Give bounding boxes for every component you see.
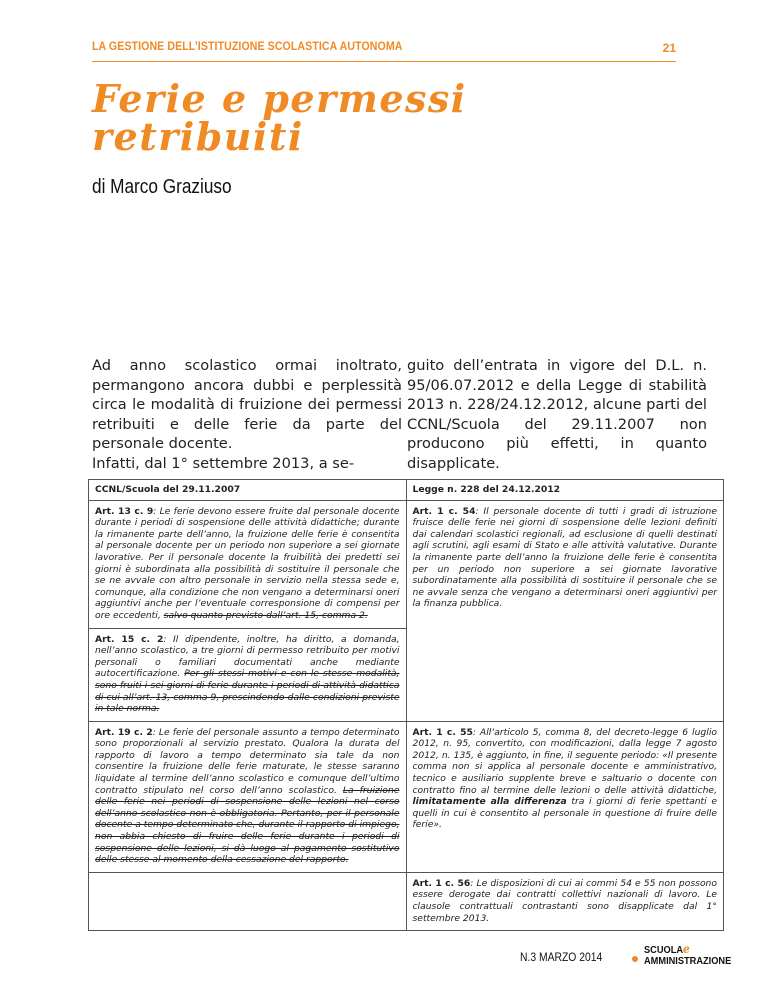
section-title: LA GESTIONE DELL’ISTITUZIONE SCOLASTICA AUTONOMA bbox=[92, 41, 403, 53]
intro-paragraph: guito dell’entrata in vigore del D.L. n. 95/06.07.2012 e della Legge di stabilità 2013 n. 228/24.12.2012, alcune parti del CCNL/Scuola del 29.11.2007 non producono più effetti, in quanto disapplicate. bbox=[407, 357, 707, 472]
column-header-ccnl: CCNL/Scuola del 29.11.2007 bbox=[89, 480, 407, 501]
logo-text-bottom: AMMINISTRAZIONE bbox=[644, 955, 732, 967]
table-header-row bbox=[89, 480, 724, 501]
table-cell-empty bbox=[89, 872, 407, 930]
article-text: : Le ferie devono essere fruite dal personale docente durante i periodi di sospensione delle attività didattiche; durante la rimanente parte dell’anno, la fruizione delle ferie è consentita al personale docente per un periodo non superiore a sei giornate lavorative. Per il personale docente la fruibilità dei predetti sei giorni è subordinata alla possibilità di sostituire il personale che se ne avvale con altro personale in servizio nella stessa sede e, comunque, alla condizione che non vengano a determinarsi oneri aggiuntivi anche per l’eventuale corresponsione di compensi per ore eccedenti, bbox=[95, 505, 400, 621]
article-text: : Il personale docente di tutti i gradi di istruzione fruisce delle ferie nei giorni di sospensione delle lezioni definiti dai calendari scolastici regionali, ad esclusione di quelli destinati agli scrutini, agli esami di Stato e alle attività valutative. Durante la rimanente parte dell’anno la fruizione delle ferie è consentita per un periodo non superiore a sei giornate lavorative subordinatamente alla possibilità di sostituire il personale che se ne avvale senza che vengano a determinarsi oneri aggiuntivi per la finanza pubblica. bbox=[412, 505, 717, 610]
repealed-text: La fruizione delle ferie nei periodi di sospensione delle lezioni nel corso dell’anno scolastico non è obbligatoria. Pertanto, per il personale docente a tempo determinato che, durante il rapporto di impiego, non abbia chiesto di fruire delle ferie durante i periodi di sospensione delle lezioni, si dà luogo al pagamento sostitutivo delle stesse al momento della cessazione del rapporto. bbox=[95, 784, 400, 866]
article-text: : All’articolo 5, comma 8, del decreto-legge 6 luglio 2012, n. 95, convertito, con modificazioni, dalla legge 7 agosto 2012, n. 135, è aggiunto, in fine, il seguente periodo: «Il presente comma non si applica al personale docente e amministrativo, tecnico e ausiliario supplente breve e saltuario o docente con contratto fino al termine delle lezioni o delle attività didattiche, bbox=[412, 726, 717, 796]
article-ref: Art. 19 c. 2 bbox=[95, 726, 153, 738]
emphasis-text: limitatamente alla differenza bbox=[412, 796, 567, 808]
page-footer bbox=[520, 944, 730, 974]
table-cell bbox=[89, 721, 407, 872]
intro-column-left bbox=[92, 356, 402, 473]
comparison-table bbox=[88, 479, 724, 931]
intro-paragraph: Infatti, dal 1° settembre 2013, a se- bbox=[92, 454, 355, 472]
article-ref: Art. 1 c. 56 bbox=[412, 877, 471, 889]
table-row bbox=[89, 872, 724, 930]
article-title: Ferie e permessi retribuiti bbox=[92, 76, 467, 159]
table-cell bbox=[89, 500, 407, 628]
table-cell bbox=[406, 500, 724, 721]
repealed-text: salvo quanto previsto dall’art. 15, comma 2. bbox=[163, 609, 368, 621]
article-text: : Le disposizioni di cui ai commi 54 e 55 non possono essere derogate dai contratti collettivi nazionali di lavoro. Le clausole contrattuali contrastanti sono disapplicate dal 1° settembre 2013. bbox=[412, 877, 718, 924]
table-cell bbox=[406, 721, 724, 872]
article-text: : Le ferie del personale assunto a tempo determinato sono proporzionali al servizio prestato. Qualora la durata del rapporto di lavoro a tempo determinato sia tale da non consentire la fruizione delle ferie maturate, le stesse saranno liquidate al termine dell’anno scolastico e comunque dell’ultimo contratto stipulato nel corso dell’anno scolastico. bbox=[95, 726, 400, 796]
article-text: : Il dipendente, inoltre, ha diritto, a domanda, nell’anno scolastico, a tre giorni di permesso retribuito per motivi personali o familiari documentati anche mediante autocertificazione. bbox=[95, 633, 400, 680]
table-cell bbox=[89, 628, 407, 721]
page-number: 21 bbox=[662, 41, 676, 55]
issue-label: N.3 MARZO 2014 bbox=[520, 952, 603, 964]
bullet-dot-icon bbox=[632, 956, 638, 962]
logo-text-top: SCUOLA bbox=[644, 944, 684, 956]
table-row bbox=[89, 721, 724, 872]
column-header-legge: Legge n. 228 del 24.12.2012 bbox=[406, 480, 724, 501]
article-ref: Art. 1 c. 55 bbox=[412, 726, 473, 738]
magazine-logo bbox=[644, 944, 731, 967]
article-author: di Marco Graziuso bbox=[92, 176, 232, 198]
article-text: tra i giorni di ferie spettanti e quelli in cui è consentito al personale in questione di fruire delle ferie». bbox=[412, 796, 717, 831]
intro-paragraph: Ad anno scolastico ormai inoltrato, permangono ancora dubbi e perplessità circa le modalità di fruizione dei permessi retribuiti e delle ferie da parte del personale docente. bbox=[92, 357, 402, 452]
article-ref: Art. 1 c. 54 bbox=[412, 505, 476, 517]
repealed-text: Per gli stessi motivi e con le stesse modalità, sono fruiti i sei giorni di ferie durante i periodi di attività didattica di cui all’art. 13, comma 9, prescindendo dalle condizioni previste in tale norma. bbox=[95, 668, 400, 715]
intro-column-right bbox=[407, 356, 707, 473]
running-header bbox=[92, 41, 676, 62]
article-ref: Art. 13 c. 9 bbox=[95, 505, 154, 517]
table-row bbox=[89, 500, 724, 628]
logo-text-e: e bbox=[683, 942, 690, 956]
article-ref: Art. 15 c. 2 bbox=[95, 633, 164, 645]
table-cell bbox=[406, 872, 724, 930]
